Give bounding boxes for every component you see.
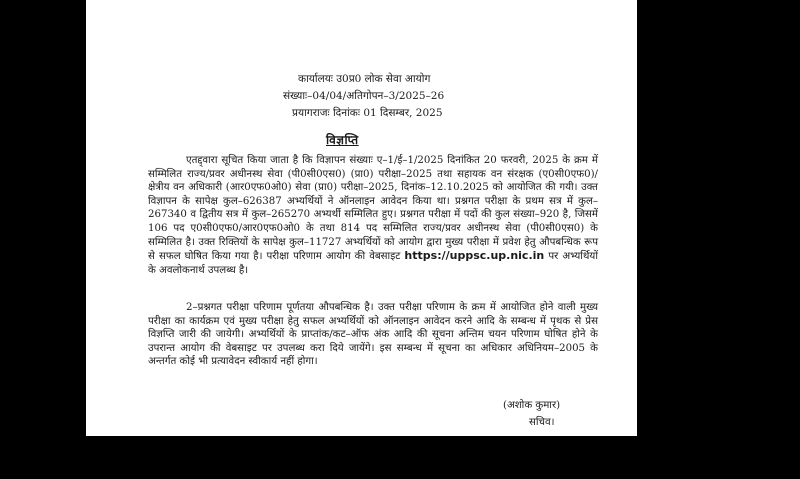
place-date: प्रयागराजः दिनांकः 01 दिसम्बर, 2025 (292, 107, 443, 119)
reference-number: संख्याः–04/04/अतिगोपन–3/2025–26 (283, 90, 445, 102)
document-page (86, 0, 637, 436)
paragraph-1-text: एतद्द्वारा सूचित किया जाता है कि विज्ञापन संख्याः ए–1/ई–1/2025 दिनांकित 20 फरवरी, 2025 के क्रम में सम्मिलित राज्य/प्रवर अधीनस्थ सेवा (पी0सी0एस0) (प्रा0) परीक्षा–2025 तथा सहायक वन संरक्षक (ए0सी0एफ0)/क्षेत्रीय वन अधिकारी (आर0एफ0ओ0) सेवा (प्रा0) परीक्षा–2025, दिनांक–12.10.2025 को आयोजित की गयी। उक्त विज्ञापन के सापेक्ष कुल–626387 अभ्यर्थियों ने ऑनलाइन आवेदन किया था। प्रश्नगत परीक्षा के प्रथम सत्र में कुल–267340 व द्वितीय सत्र में कुल–265270 अभ्यर्थी सम्मिलित हुए। प्रश्नगत परीक्षा में पदों की कुल संख्या–920 है, जिसमें 106 पद ए0सी0एफ0/आर0एफ0ओ0 के तथा 814 पद सम्मिलित राज्य/प्रवर अधीनस्थ सेवा (पी0सी0एस0) के सम्मिलित है। उक्त रिक्तियों के सापेक्ष कुल–11727 अभ्यर्थियों को आयोग द्वारा मुख्य परीक्षा में प्रवेश हेतु औपबन्धिक रूप से सफल घोषित किया गया है। परीक्षा परिणाम आयोग की वेबसाइट (148, 155, 598, 263)
paragraph-1-tail: पर अभ्यर्थियों के अवलोकनार्थ उपलब्ध है। (148, 251, 598, 276)
office-line: कार्यालयः उ0प्र0 लोक सेवा आयोग (298, 73, 431, 85)
website-link[interactable]: https://uppsc.up.nic.in (404, 249, 545, 263)
signatory-name: (अशोक कुमार) (503, 400, 561, 411)
paragraph-1 (148, 154, 598, 277)
signatory-title: सचिव। (529, 417, 555, 428)
notice-title: विज्ञप्ति (326, 133, 359, 147)
paragraph-2: 2–प्रश्नगत परीक्षा परिणाम पूर्णतया औपबन्धिक है। उक्त परीक्षा परिणाम के क्रम में आयोजित होने वाली मुख्य परीक्षा का कार्यक्रम एवं मुख्य परीक्षा हेतु सफल अभ्यर्थियों को ऑनलाइन आवेदन करने आदि के सम्बन्ध में पृथक से प्रेस विज्ञप्ति जारी की जायेगी। अभ्यर्थियों के प्राप्तांक/कट–ऑफ अंक आदि की सूचना अन्तिम चयन परिणाम घोषित होने के उपरान्त आयोग की वेबसाइट पर उपलब्ध करा दिये जायेंगे। इस सम्बन्ध में सूचना का अधिकार अधिनियम–2005 के अन्तर्गत कोई भी प्रत्यावेदन स्वीकार्य नहीं होगा। (148, 302, 598, 368)
